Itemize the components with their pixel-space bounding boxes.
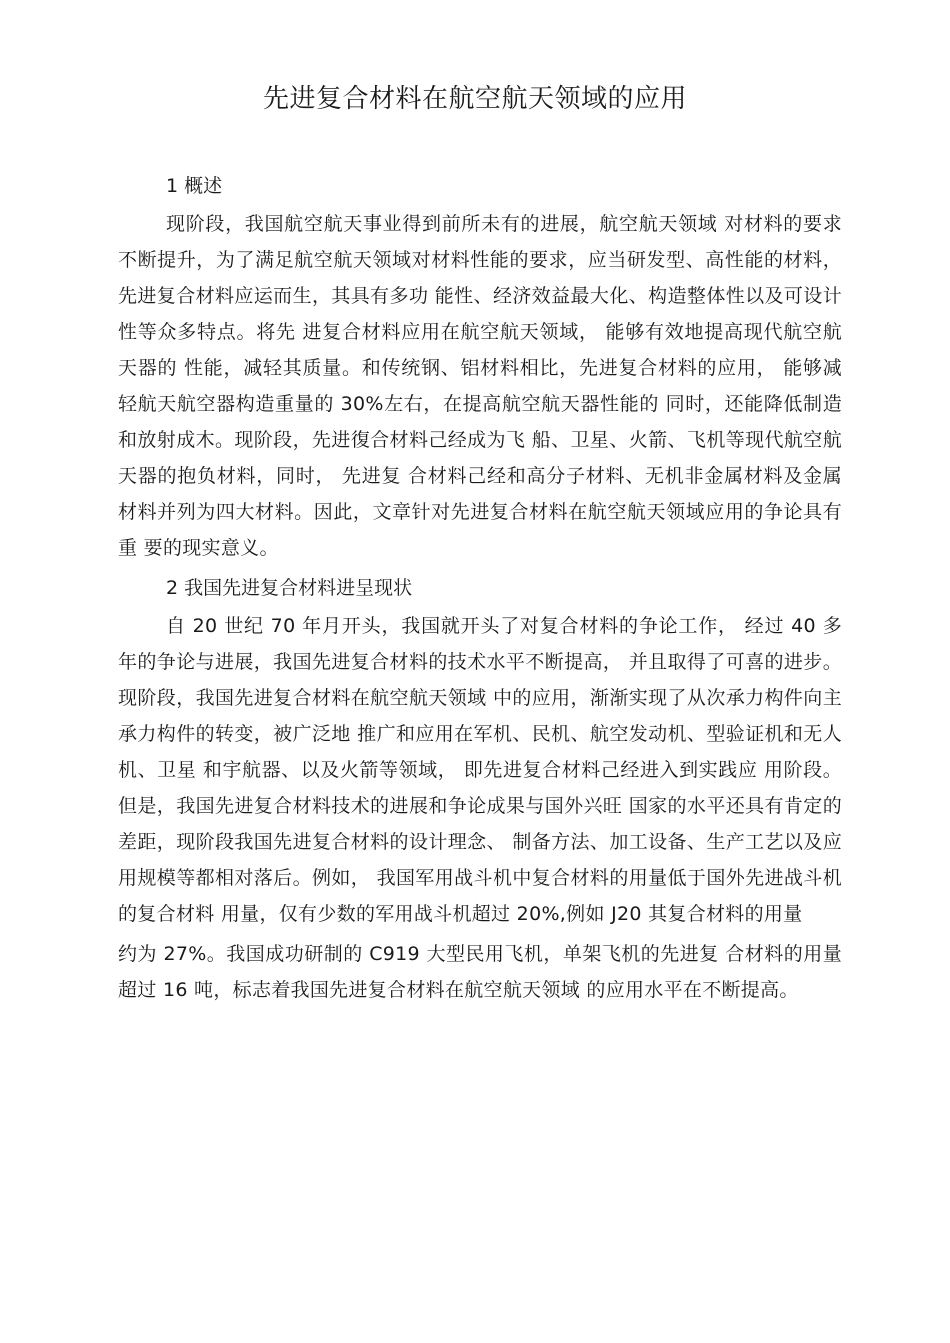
section-heading-overview: 1 概述 xyxy=(166,175,223,197)
section-heading-status: 2 我国先进复合材料进呈现状 xyxy=(166,577,413,599)
paragraph-overview: 现阶段，我国航空航天事业得到前所未有的进展，航空航天领域 对材料的要求不断提升，为了满足航空航天领域对材料性能的要求，应当研发型、高性能的材料，先进复合材料应运而生，其具有多功 能性、经济效益最大化、构造整体性以及可设计性等众多特点。将先 进复合材料应用在航空航天领域， 能够有效地提高现代航空航天器的 性能，减轻其质量。和传统钢、铝材料相比，先进复合材料的应用， 能够减轻航天航空器构造重量的 30%左右，在提高航空航天器性能的 同时，还能降低制造和放射成木。现阶段，先进復合材料己经成为飞 船、卫星、火箭、飞机等现代航空航天器的抱负材料，同时， 先进复 合材料己经和高分子材料、无机非金属材料及金属材料并列为四大材料。因此，文章针对先进复合材料在航空航天领域应用的争论具有重 要的现实意义。 xyxy=(118,213,842,559)
document-title: 先进复合材料在航空航天领域的应用 xyxy=(262,84,687,114)
document-body xyxy=(118,170,842,1014)
paragraph-status-continued: 约为 27%。我国成功研制的 C919 大型民用飞机，单架飞机的先进复 合材料的用量超过 16 吨，标志着我国先进复合材料在航空航天领域 的应用水平在不断提高。 xyxy=(118,943,842,1001)
paragraph-status: 自 20 世纪 70 年月开头，我国就开头了对复合材料的争论工作， 经过 40 多年的争论与进展，我国先进复合材料的技术水平不断提高， 并且取得了可喜的进步。现阶段，我国先进复合材料在航空航天领域 中的应用，渐渐实现了从次承力构件向主承力构件的转变，被广泛地 推广和应用在军机、民机、航空发动机、型验证机和无人机、卫星 和宇航器、以及火箭等领域， 即先进复合材料己经进入到实践应 用阶段。但是，我国先进复合材料技术的进展和争论成果与国外兴旺 国家的水平还具有肯定的差距，现阶段我国先进复合材料的设计理念、 制备方法、加工设备、生产工艺以及应用规模等都相对落后。例如， 我国军用战斗机中复合材料的用量低于国外先进战斗机的复合材料 用量，仅有少数的军用战斗机超过 20%,例如 J20 其复合材料的用量 xyxy=(118,615,842,925)
